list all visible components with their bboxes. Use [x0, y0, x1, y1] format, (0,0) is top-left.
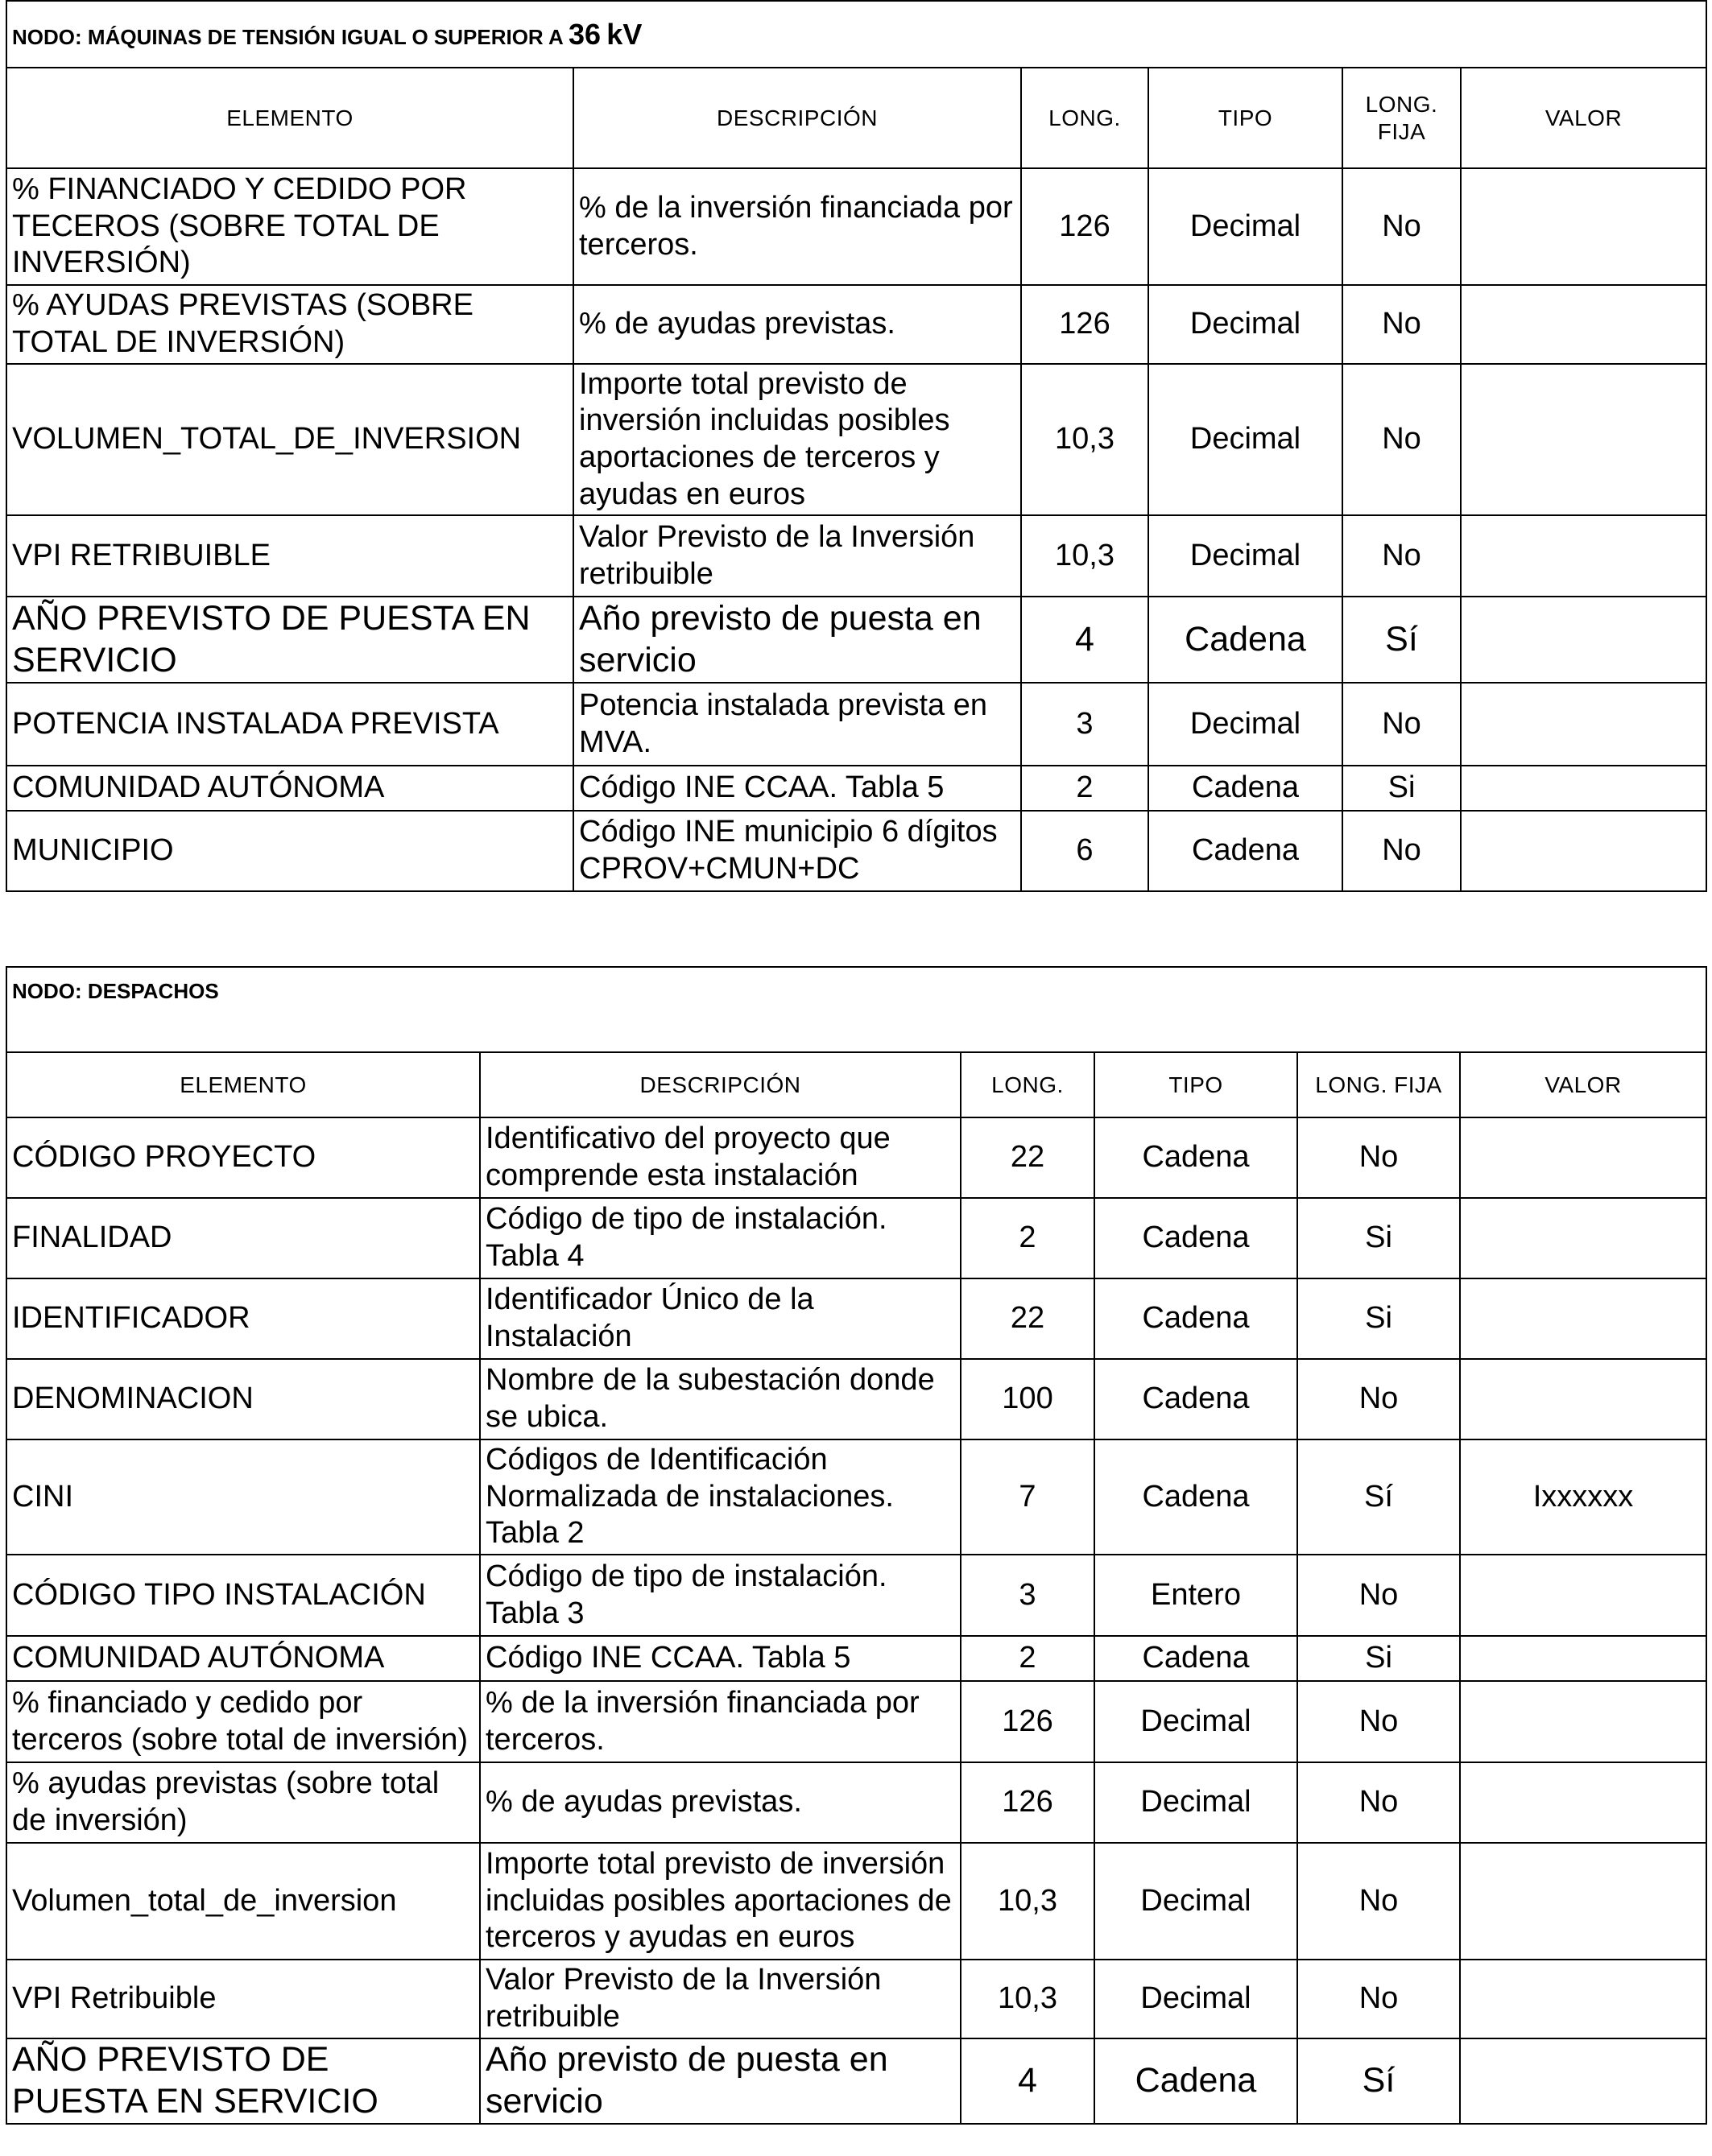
cell-long: 4: [1021, 597, 1148, 683]
cell-long-fija: No: [1342, 811, 1461, 891]
header-elemento: ELEMENTO: [6, 1052, 480, 1117]
cell-valor: [1461, 597, 1706, 683]
cell-long: 126: [961, 1762, 1094, 1843]
title-text: DESPACHOS: [87, 979, 219, 1003]
cell-valor: [1460, 1555, 1706, 1636]
cell-elemento: CÓDIGO TIPO INSTALACIÓN: [6, 1555, 480, 1636]
header-row: [6, 1052, 1706, 1117]
cell-long: 10,3: [961, 1843, 1094, 1960]
cell-tipo: Cadena: [1094, 1359, 1297, 1439]
cell-descripcion: Código de tipo de instalación. Tabla 4: [480, 1198, 961, 1278]
cell-long: 10,3: [1021, 364, 1148, 515]
cell-long-fija: No: [1342, 515, 1461, 597]
cell-long-fija: Si: [1297, 1198, 1460, 1278]
cell-valor: [1460, 1359, 1706, 1439]
cell-long: 10,3: [1021, 515, 1148, 597]
table-row: [6, 1762, 1706, 1843]
cell-elemento: AÑO PREVISTO DE PUESTA EN SERVICIO: [6, 2038, 480, 2124]
table-row: [6, 2038, 1706, 2124]
cell-tipo: Cadena: [1094, 1198, 1297, 1278]
cell-tipo: Decimal: [1148, 683, 1342, 766]
cell-elemento: POTENCIA INSTALADA PREVISTA: [6, 683, 573, 766]
table-row: [6, 1636, 1706, 1681]
cell-descripcion: Año previsto de puesta en servicio: [573, 597, 1021, 683]
cell-long: 126: [961, 1681, 1094, 1762]
cell-tipo: Decimal: [1094, 1681, 1297, 1762]
cell-long: 100: [961, 1359, 1094, 1439]
cell-long: 3: [961, 1555, 1094, 1636]
cell-valor: [1460, 2038, 1706, 2124]
table-row: [6, 364, 1706, 515]
cell-long: 126: [1021, 168, 1148, 285]
cell-tipo: Decimal: [1148, 364, 1342, 515]
table-row: [6, 1681, 1706, 1762]
cell-elemento: CÓDIGO PROYECTO: [6, 1117, 480, 1198]
header-long: LONG.: [961, 1052, 1094, 1117]
table-row: [6, 515, 1706, 597]
cell-descripcion: Potencia instalada prevista en MVA.: [573, 683, 1021, 766]
header-long-fija: [1342, 68, 1461, 168]
cell-elemento: VOLUMEN_TOTAL_DE_INVERSION: [6, 364, 573, 515]
header-long-fija-line2: FIJA: [1377, 118, 1426, 144]
cell-long-fija: No: [1297, 1555, 1460, 1636]
table-row: [6, 1843, 1706, 1960]
cell-descripcion: % de ayudas previstas.: [573, 285, 1021, 364]
cell-valor: [1460, 1843, 1706, 1960]
cell-long-fija: Sí: [1297, 1439, 1460, 1555]
cell-long: 126: [1021, 285, 1148, 364]
cell-tipo: Cadena: [1094, 1278, 1297, 1359]
cell-long: 2: [961, 1198, 1094, 1278]
cell-tipo: Cadena: [1094, 2038, 1297, 2124]
table-row: [6, 1359, 1706, 1439]
cell-descripcion: % de la inversión financiada por terceros.: [573, 168, 1021, 285]
cell-tipo: Cadena: [1148, 811, 1342, 891]
cell-descripcion: Año previsto de puesta en servicio: [480, 2038, 961, 2124]
cell-long-fija: No: [1297, 1117, 1460, 1198]
table-row: [6, 1960, 1706, 2038]
cell-valor: [1461, 811, 1706, 891]
cell-long-fija: Sí: [1297, 2038, 1460, 2124]
cell-descripcion: Nombre de la subestación donde se ubica.: [480, 1359, 961, 1439]
cell-descripcion: Código de tipo de instalación. Tabla 3: [480, 1555, 961, 1636]
table-row: [6, 1198, 1706, 1278]
cell-descripcion: Códigos de Identificación Normalizada de instalaciones. Tabla 2: [480, 1439, 961, 1555]
cell-long: 4: [961, 2038, 1094, 2124]
data-table: [6, 0, 1707, 892]
cell-elemento: IDENTIFICADOR: [6, 1278, 480, 1359]
header-tipo: TIPO: [1094, 1052, 1297, 1117]
cell-long-fija: No: [1342, 168, 1461, 285]
cell-descripcion: Valor Previsto de la Inversión retribuible: [573, 515, 1021, 597]
table-row: [6, 811, 1706, 891]
cell-valor: [1460, 1681, 1706, 1762]
cell-long: 10,3: [961, 1960, 1094, 2038]
table-row: [6, 1555, 1706, 1636]
header-valor: VALOR: [1460, 1052, 1706, 1117]
cell-long-fija: No: [1342, 683, 1461, 766]
cell-long-fija: No: [1297, 1762, 1460, 1843]
cell-tipo: Cadena: [1094, 1636, 1297, 1681]
cell-long-fija: No: [1297, 1359, 1460, 1439]
cell-valor: [1461, 168, 1706, 285]
table-row: [6, 168, 1706, 285]
cell-long-fija: No: [1297, 1960, 1460, 2038]
cell-long: 2: [961, 1636, 1094, 1681]
table-row: [6, 1439, 1706, 1555]
header-long: LONG.: [1021, 68, 1148, 168]
cell-valor: [1460, 1117, 1706, 1198]
cell-valor: [1461, 683, 1706, 766]
cell-tipo: Decimal: [1094, 1960, 1297, 2038]
cell-elemento: % ayudas previstas (sobre total de inversión): [6, 1762, 480, 1843]
table-row: [6, 1117, 1706, 1198]
cell-long-fija: No: [1297, 1843, 1460, 1960]
cell-long: 3: [1021, 683, 1148, 766]
title-unit: kV: [606, 17, 643, 51]
header-long-fija-line1: LONG.: [1365, 91, 1438, 117]
cell-descripcion: Código INE CCAA. Tabla 5: [480, 1636, 961, 1681]
cell-long-fija: Si: [1297, 1278, 1460, 1359]
cell-valor: [1460, 1960, 1706, 2038]
cell-valor: Ixxxxxx: [1460, 1439, 1706, 1555]
header-descripcion: DESCRIPCIÓN: [573, 68, 1021, 168]
cell-long-fija: Si: [1342, 766, 1461, 811]
cell-long: 6: [1021, 811, 1148, 891]
cell-tipo: Decimal: [1148, 515, 1342, 597]
header-valor: VALOR: [1461, 68, 1706, 168]
cell-tipo: Cadena: [1094, 1439, 1297, 1555]
cell-descripcion: % de ayudas previstas.: [480, 1762, 961, 1843]
cell-long-fija: No: [1342, 285, 1461, 364]
cell-tipo: Entero: [1094, 1555, 1297, 1636]
header-tipo: TIPO: [1148, 68, 1342, 168]
table-title: [6, 967, 1706, 1052]
cell-tipo: Decimal: [1094, 1762, 1297, 1843]
cell-tipo: Decimal: [1148, 168, 1342, 285]
cell-valor: [1461, 364, 1706, 515]
cell-valor: [1460, 1278, 1706, 1359]
cell-elemento: DENOMINACION: [6, 1359, 480, 1439]
cell-elemento: VPI RETRIBUIBLE: [6, 515, 573, 597]
cell-valor: [1460, 1636, 1706, 1681]
table-title: [6, 1, 1706, 68]
cell-valor: [1461, 515, 1706, 597]
cell-elemento: CINI: [6, 1439, 480, 1555]
cell-descripcion: Identificador Único de la Instalación: [480, 1278, 961, 1359]
cell-tipo: Decimal: [1094, 1843, 1297, 1960]
cell-descripcion: Identificativo del proyecto que comprende esta instalación: [480, 1117, 961, 1198]
cell-descripcion: % de la inversión financiada por terceros.: [480, 1681, 961, 1762]
cell-tipo: Decimal: [1148, 285, 1342, 364]
header-long-fija: LONG. FIJA: [1297, 1052, 1460, 1117]
table-maquinas: [6, 0, 1706, 892]
cell-elemento: COMUNIDAD AUTÓNOMA: [6, 1636, 480, 1681]
cell-elemento: % AYUDAS PREVISTAS (SOBRE TOTAL DE INVERSIÓN): [6, 285, 573, 364]
cell-descripcion: Código INE CCAA. Tabla 5: [573, 766, 1021, 811]
cell-long: 22: [961, 1278, 1094, 1359]
cell-elemento: VPI Retribuible: [6, 1960, 480, 2038]
title-prefix: NODO:: [12, 979, 82, 1003]
cell-elemento: MUNICIPIO: [6, 811, 573, 891]
cell-long-fija: Sí: [1342, 597, 1461, 683]
title-text: MÁQUINAS DE TENSIÓN IGUAL O SUPERIOR A: [87, 24, 563, 49]
cell-valor: [1460, 1198, 1706, 1278]
title-prefix: NODO:: [12, 24, 82, 49]
title-value: 36: [569, 17, 602, 51]
header-descripcion: DESCRIPCIÓN: [480, 1052, 961, 1117]
cell-long: 7: [961, 1439, 1094, 1555]
cell-descripcion: Importe total previsto de inversión incluidas posibles aportaciones de terceros y ayudas en euros: [480, 1843, 961, 1960]
cell-tipo: Cadena: [1094, 1117, 1297, 1198]
table-row: [6, 683, 1706, 766]
table-row: [6, 1278, 1706, 1359]
cell-elemento: % FINANCIADO Y CEDIDO POR TECEROS (SOBRE TOTAL DE INVERSIÓN): [6, 168, 573, 285]
cell-elemento: % financiado y cedido por terceros (sobre total de inversión): [6, 1681, 480, 1762]
header-elemento: ELEMENTO: [6, 68, 573, 168]
cell-long-fija: No: [1297, 1681, 1460, 1762]
cell-long: 22: [961, 1117, 1094, 1198]
cell-descripcion: Importe total previsto de inversión incluidas posibles aportaciones de terceros y ayudas en euros: [573, 364, 1021, 515]
table-row: [6, 597, 1706, 683]
cell-elemento: AÑO PREVISTO DE PUESTA EN SERVICIO: [6, 597, 573, 683]
cell-valor: [1461, 766, 1706, 811]
cell-descripcion: Valor Previsto de la Inversión retribuible: [480, 1960, 961, 2038]
table-row: [6, 766, 1706, 811]
data-table: [6, 966, 1707, 2125]
cell-tipo: Cadena: [1148, 766, 1342, 811]
cell-long-fija: Si: [1297, 1636, 1460, 1681]
header-row: [6, 68, 1706, 168]
cell-elemento: COMUNIDAD AUTÓNOMA: [6, 766, 573, 811]
cell-tipo: Cadena: [1148, 597, 1342, 683]
cell-long: 2: [1021, 766, 1148, 811]
cell-elemento: Volumen_total_de_inversion: [6, 1843, 480, 1960]
cell-long-fija: No: [1342, 364, 1461, 515]
cell-descripcion: Código INE municipio 6 dígitos CPROV+CMUN+DC: [573, 811, 1021, 891]
table-row: [6, 285, 1706, 364]
cell-elemento: FINALIDAD: [6, 1198, 480, 1278]
cell-valor: [1461, 285, 1706, 364]
table-despachos: [6, 966, 1706, 2125]
cell-valor: [1460, 1762, 1706, 1843]
